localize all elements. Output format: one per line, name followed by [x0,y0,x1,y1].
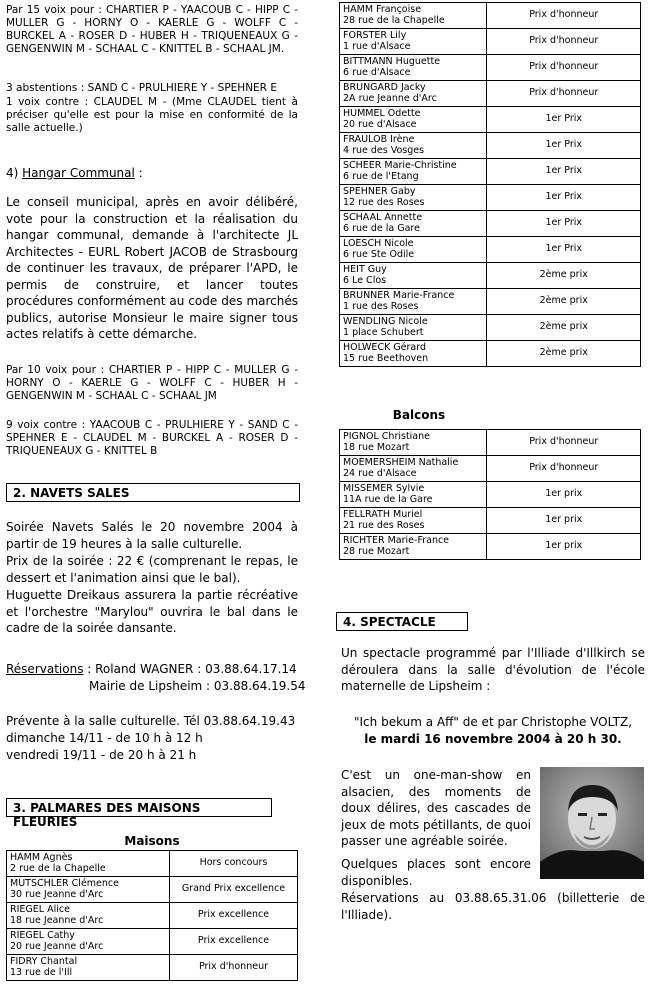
hangar-text: Le conseil municipal, après en avoir délibéré, vote pour la construction et la réalisation du hangar communal, demande à l'architecte JL Architectes - EURL Robert JACOB de Strasbourg de continuer les travaux, de préparer l'APD, le permis de construire, et lancer toutes procédures conformément au code des marchés publics, autorise Monsieur le maire signer tous actes relatifs à cette démarche. [6,195,298,341]
maisons-table [6,850,298,981]
prize-cell: Grand Prix excellence [169,877,297,903]
reservations-wagner: : Roland WAGNER : 03.88.64.17.14 [83,662,297,676]
winner-cell [340,263,487,289]
section-palmares: 3. PALMARES DES MAISONS FLEURIES [6,798,272,817]
prize-cell: Prix d'honneur [487,55,641,81]
winner-address: 20 rue Jeanne d'Arc [10,940,104,952]
winner-cell [7,851,170,877]
table-row [340,456,641,482]
winner-name: WENDLING Nicole [343,316,428,327]
winner-address: 6 rue d'Alsace [343,66,411,78]
prize-cell: 1er Prix [487,107,641,133]
table-row [340,211,641,237]
table-row [340,263,641,289]
prize-cell: 1er Prix [487,185,641,211]
prize-cell: 1er Prix [487,133,641,159]
vote1-abstentions: 3 abstentions : SAND C - PRULHIERE Y - SPEHNER E [6,82,277,94]
vote2-pour: Par 10 voix pour : CHARTIER P - HIPP C - MULLER G - HORNY O - KAERLE G - WOLFF C - HUBER H - GENGENWIN M - SCHAAL C - SCHAAL JM [6,364,298,402]
winner-name: MUTSCHLER Clémence [10,878,119,889]
winner-cell [340,55,487,81]
winner-address: 21 rue des Roses [343,519,425,531]
prize-cell: Prix d'honneur [487,81,641,107]
winner-cell [340,534,487,560]
vote1-contre: 1 voix contre : CLAUDEL M - (Mme CLAUDEL tient à préciser qu'elle est pour la mise en conformité de la salle actuelle.) [6,96,298,134]
winner-cell [340,508,487,534]
winner-address: 1 place Schubert [343,326,424,338]
prize-cell: 1er Prix [487,159,641,185]
winner-address: 2 rue de la Chapelle [10,862,106,874]
winner-name: SCHEER Marie-Christine [343,160,457,171]
winner-name: MISSEMER Sylvie [343,483,425,494]
table-row [340,315,641,341]
winner-cell [340,341,487,367]
vote1-pour: Par 15 voix pour : CHARTIER P - YAACOUB C - HIPP C - MULLER G - HORNY O - KAERLE G - WOLFF C - BURCKEL A - ROSER D - HUBER H - TRIQUENEAUX G - GENGENWIN M - SCHAAL C - KNITTEL B - SCHAAL JM. [6,4,298,55]
prize-cell: 1er Prix [487,237,641,263]
winner-name: LOESCH Nicole [343,238,414,249]
hangar-heading [6,165,143,182]
winner-cell [340,211,487,237]
table-row [340,81,641,107]
vote2-contre: 9 voix contre : YAACOUB C - PRULHIERE Y - SAND C - SPEHNER E - CLAUDEL M - BURCKEL A - ROSER D - TRIQUENEAUX G - KNITTEL B [6,419,298,457]
table-row [340,508,641,534]
winner-name: HOLWECK Gérard [343,342,427,353]
winner-name: BRUNNER Marie-France [343,290,455,301]
winner-cell [7,877,170,903]
winner-address: 12 rue des Roses [343,196,425,208]
table-row [7,903,298,929]
winner-address: 18 rue Mozart [343,441,410,453]
reservations-label: Réservations [6,662,84,676]
winner-name: BRUNGARD Jacky [343,82,426,93]
prize-cell: Prix d'honneur [169,955,297,981]
hangar-number: 4) [6,166,23,180]
table-row [340,107,641,133]
winner-name: RIEGEL Cathy [10,930,75,941]
winner-address: 6 rue de l'Etang [343,170,419,182]
hangar-title: Hangar Communal [22,166,135,180]
table-row [340,185,641,211]
spectacle-reservations: Réservations au 03.88.65.31.06 (billetterie de l'Illiade). [341,891,645,922]
winner-address: 4 rue des Vosges [343,144,425,156]
winner-address: 28 rue Mozart [343,545,410,557]
spectacle-title: "Ich bekum a Aff" de et par Christophe VOLTZ, [354,715,632,729]
winner-cell [340,482,487,508]
prize-cell: 2ème prix [487,289,641,315]
spectacle-intro: Un spectacle programmé par l'Illiade d'Illkirch se déroulera dans la salle d'évolution de l'école maternelle de Lipsheim : [341,646,645,693]
winner-address: 30 rue Jeanne d'Arc [10,888,104,900]
winner-cell [340,29,487,55]
winner-address: 6 rue de la Gare [343,222,420,234]
table-row [340,3,641,29]
spectacle-date: le mardi 16 novembre 2004 à 20 h 30. [364,732,622,746]
winner-address: 13 rue de l'Ill [10,966,73,978]
table-row [340,289,641,315]
winner-name: HAMM Françoise [343,4,422,15]
prize-cell: Prix d'honneur [487,3,641,29]
prevente-line1: Prévente à la salle culturelle. Tél 03.88.64.19.43 [6,714,296,728]
navets-animation: Huguette Dreikaus assurera la partie récréative et l'orchestre "Marylou" ouvrira le bal dans le cadre de la soirée dansante. [6,588,298,635]
prize-cell: Prix d'honneur [487,456,641,482]
table-row [340,55,641,81]
winner-address: 6 rue Ste Odile [343,248,415,260]
winner-name: SPEHNER Gaby [343,186,416,197]
winner-cell [340,237,487,263]
prize-cell: Prix excellence [169,929,297,955]
prize-cell: Prix excellence [169,903,297,929]
winner-name: FORSTER Lily [343,30,407,41]
table-row [340,133,641,159]
balcons-table [339,429,641,560]
maisons-table-continued [339,2,641,367]
winner-name: RICHTER Marie-France [343,535,450,546]
winner-address: 1 rue d'Alsace [343,40,411,52]
prize-cell: 2ème prix [487,315,641,341]
winner-address: 20 rue d'Alsace [343,118,417,130]
winner-name: SCHAAL Annette [343,212,423,223]
winner-address: 18 rue Jeanne d'Arc [10,914,104,926]
prize-cell: 1er Prix [487,211,641,237]
table-row [340,430,641,456]
winner-name: RIEGEL Alice [10,904,70,915]
table-row [7,955,298,981]
winner-address: 15 rue Beethoven [343,352,429,364]
winner-cell [340,133,487,159]
winner-name: HAMM Agnès [10,852,73,863]
prevente-line2: dimanche 14/11 - de 10 h à 12 h [6,731,203,745]
table-row [340,237,641,263]
winner-cell [340,185,487,211]
winner-cell [340,159,487,185]
prize-cell: 1er prix [487,534,641,560]
winner-address: 2A rue Jeanne d'Arc [343,92,437,104]
winner-name: FELLRATH Muriel [343,509,423,520]
balcons-heading: Balcons [392,408,446,422]
table-row [7,851,298,877]
section-navets-sales: 2. NAVETS SALES [6,483,300,502]
prize-cell: 1er prix [487,508,641,534]
table-row [340,534,641,560]
maisons-heading: Maisons [124,834,180,848]
table-row [340,29,641,55]
winner-cell [340,315,487,341]
table-row [7,929,298,955]
winner-address: 24 rue d'Alsace [343,467,417,479]
winner-cell [340,81,487,107]
winner-address: 28 rue de la Chapelle [343,14,445,26]
winner-name: FRAULOB Irène [343,134,415,145]
winner-address: 6 Le Clos [343,274,387,286]
reservations-line1 [6,661,297,678]
performer-photo [540,767,644,879]
section-spectacle: 4. SPECTACLE [336,612,468,631]
winner-cell [7,929,170,955]
reservations-mairie: Mairie de Lipsheim : 03.88.64.19.54 [89,679,306,693]
table-row [340,341,641,367]
winner-cell [340,456,487,482]
winner-name: HEIT Guy [343,264,387,275]
spectacle-places: Quelques places sont encore disponibles. [341,857,531,888]
table-row [7,877,298,903]
winner-address: 11A rue de la Gare [343,493,433,505]
prevente-line3: vendredi 19/11 - de 20 h à 21 h [6,748,197,762]
winner-name: MOEMERSHEIM Nathalie [343,457,459,468]
winner-name: FIDRY Chantal [10,956,78,967]
winner-cell [340,289,487,315]
prize-cell: 2ème prix [487,341,641,367]
prize-cell: Hors concours [169,851,297,877]
winner-cell [7,955,170,981]
navets-intro: Soirée Navets Salés le 20 novembre 2004 à partir de 19 heures à la salle culturelle. [6,520,298,551]
winner-name: PIGNOL Christiane [343,431,430,442]
winner-cell [340,3,487,29]
table-row [340,482,641,508]
navets-prix: Prix de la soirée : 22 € (comprenant le repas, le dessert et l'animation ainsi que le bal). [6,554,298,585]
winner-cell [7,903,170,929]
prize-cell: 1er prix [487,482,641,508]
winner-name: HUMMEL Odette [343,108,421,119]
winner-cell [340,107,487,133]
spectacle-description: C'est un one-man-show en alsacien, des moments de doux délires, des cascades de jeux de mots pétillants, de quoi passer une agréable soirée. [341,768,531,848]
prize-cell: Prix d'honneur [487,29,641,55]
winner-address: 1 rue des Roses [343,300,419,312]
prize-cell: 2ème prix [487,263,641,289]
winner-cell [340,430,487,456]
hangar-colon: : [134,166,143,180]
table-row [340,159,641,185]
prize-cell: Prix d'honneur [487,430,641,456]
winner-name: BITTMANN Huguette [343,56,441,67]
